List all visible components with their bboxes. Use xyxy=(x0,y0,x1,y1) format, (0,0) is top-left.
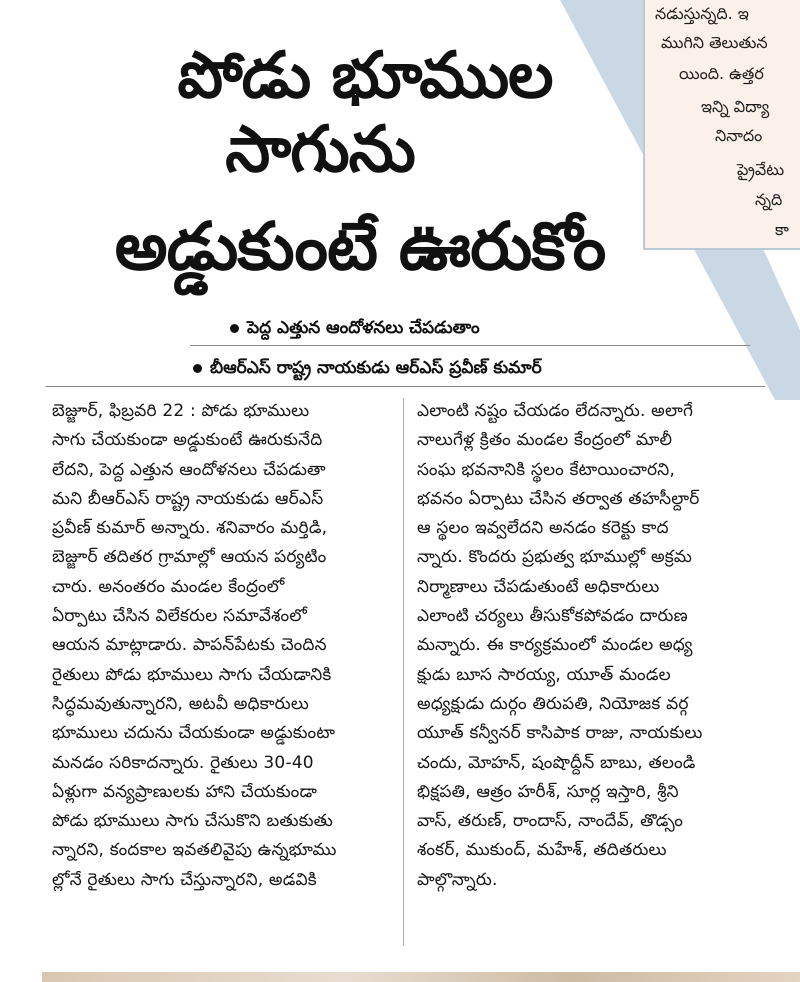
article-line: పాల్గొన్నారు. xyxy=(417,869,498,890)
article-line: పోడు భూములు సాగు చేసుకొని బతుకుతు xyxy=(52,811,333,832)
article-line: సంఘ భవనానికి స్థలం కేటాయించారని, xyxy=(417,459,676,480)
article-line: ఆయన మాట్లాడారు. పాపన్‌పేటకు చెందిన xyxy=(52,635,327,656)
neighbor-line: ప్రైవేటు xyxy=(737,160,785,179)
column-divider xyxy=(403,398,404,946)
article-line: భూములు చదును చేయకుండా అడ్డుకుంటా xyxy=(52,723,336,744)
article-line: చందు, మోహన్, షంషొద్దీన్ బాబు, తలండి xyxy=(417,752,696,773)
neighbor-line: న్నది xyxy=(755,190,783,209)
article-line: నాలుగేళ్ల క్రితం మండల కేంద్రంలో మాలీ xyxy=(417,430,673,451)
article-line: భిక్షపతి, ఆత్రం హరీశ్, సూర్ల ఇస్తారి, శ్రీని xyxy=(417,781,679,802)
article-line: మన్నారు. ఈ కార్యక్రమంలో మండల అధ్య xyxy=(417,635,693,656)
headline-line-1: పోడు భూముల xyxy=(177,39,553,113)
article-line: క్షుడు బూస సారయ్య, యూత్ మండల xyxy=(417,664,671,685)
article-line: సాగు చేయకుండా అడ్డుకుంటే ఊరుకునేది xyxy=(52,430,323,451)
headline-line-3: అడ్డుకుంటే ఊరుకోం xyxy=(114,208,606,285)
article-line: వాస్, తరుణ్, రాందాస్, నాందేవ్, తొడ్సం xyxy=(417,811,684,832)
article-line: రైతులు పోడు భూములు సాగు చేయడానికి xyxy=(52,664,332,685)
article-line: ల్లోనే రైతులు సాగు చేస్తున్నారని, అడవికి xyxy=(52,869,317,890)
neighbor-line: నడుస్తున్నది. ఇ xyxy=(655,4,749,23)
article-line: బెజ్జూర్ తదితర గ్రామాల్లో ఆయన పర్యటిం xyxy=(52,547,327,568)
article-line: న్నారని, కందకాల ఇవతలివైపు ఉన్నభూము xyxy=(52,840,337,861)
article-line: లేదని, పెద్ద ఎత్తున ఆందోళనలు చేపడుతా xyxy=(52,459,326,480)
article-line: సిద్ధమవుతున్నారని, అటవీ అధికారులు xyxy=(52,693,309,714)
subhead-text: పెద్ద ఎత్తున ఆందోళనలు చేపడుతాం xyxy=(247,318,480,338)
neighbor-line: ముగిని తెలుతున xyxy=(661,33,768,52)
article-line: ఏర్పాటు చేసిన విలేకరుల సమావేశంలో xyxy=(52,606,308,627)
subhead-1 xyxy=(230,317,480,339)
subhead-text: బీఆర్ఎస్ రాష్ట్ర నాయకుడు ఆర్ఎస్ ప్రవీణ్ కుమార్ xyxy=(210,358,542,378)
article-line: ఆ స్థలం ఇవ్వలేదని అనడం కరెక్టు కాద xyxy=(417,518,669,539)
subhead-2 xyxy=(193,357,542,379)
article-line: ప్రవీణ్ కుమార్ అన్నారు. శనివారం మర్తిడి, xyxy=(52,518,328,539)
neighbor-line: కా xyxy=(775,220,789,239)
neighbor-line: ఇన్ని విద్యా xyxy=(701,97,770,116)
article-line: న్నారు. కొందరు ప్రభుత్వ భూముల్లో అక్రమ xyxy=(417,547,693,568)
divider xyxy=(190,345,750,346)
article-column-left xyxy=(52,397,392,895)
article-line: నిర్మాణాలు చేపడుతుంటే అధికారులు xyxy=(417,576,660,597)
article-line: ఎలాంటి చర్యలు తీసుకోకపోవడం దారుణ xyxy=(417,606,688,627)
bullet-icon xyxy=(230,324,239,333)
article-line: చారు. అనంతరం మండల కేంద్రంలో xyxy=(52,576,285,597)
neighbor-line: యింది. ఉత్తర xyxy=(679,64,764,83)
article-line: బెజ్జూర్, ఫిబ్రవరి 22 : పోడు భూములు xyxy=(52,401,310,421)
article-line: ఏళ్లుగా వన్యప్రాణులకు హాని చేయకుండా xyxy=(52,781,318,802)
photo-edge xyxy=(42,972,800,982)
article-line: శంకర్, ముకుంద్, మహేశ్, తదితరులు xyxy=(417,840,667,861)
article-line: ఎలాంటి నష్టం చేయడం లేదన్నారు. అలాగే xyxy=(417,401,694,421)
divider xyxy=(45,386,765,387)
neighbor-line: నినాదం xyxy=(715,126,763,145)
article-line: అధ్యక్షుడు దుర్గం తిరుపతి, నియోజక వర్గ xyxy=(417,693,689,714)
article-line: మని బీఆర్ఎస్ రాష్ట్ర నాయకుడు ఆర్ఎస్ xyxy=(52,488,324,509)
article-line: భవనం ఏర్పాటు చేసిన తర్వాత తహసీల్దార్ xyxy=(417,488,700,509)
bullet-icon xyxy=(193,364,202,373)
article-line: మనడం సరికాదన్నారు. రైతులు 30-40 xyxy=(52,752,314,773)
article-line: యూత్ కన్వీనర్ కాసిపాక రాజు, నాయకులు xyxy=(417,723,703,744)
article-column-right xyxy=(417,397,762,895)
headline-line-2: సాగును xyxy=(225,113,415,187)
